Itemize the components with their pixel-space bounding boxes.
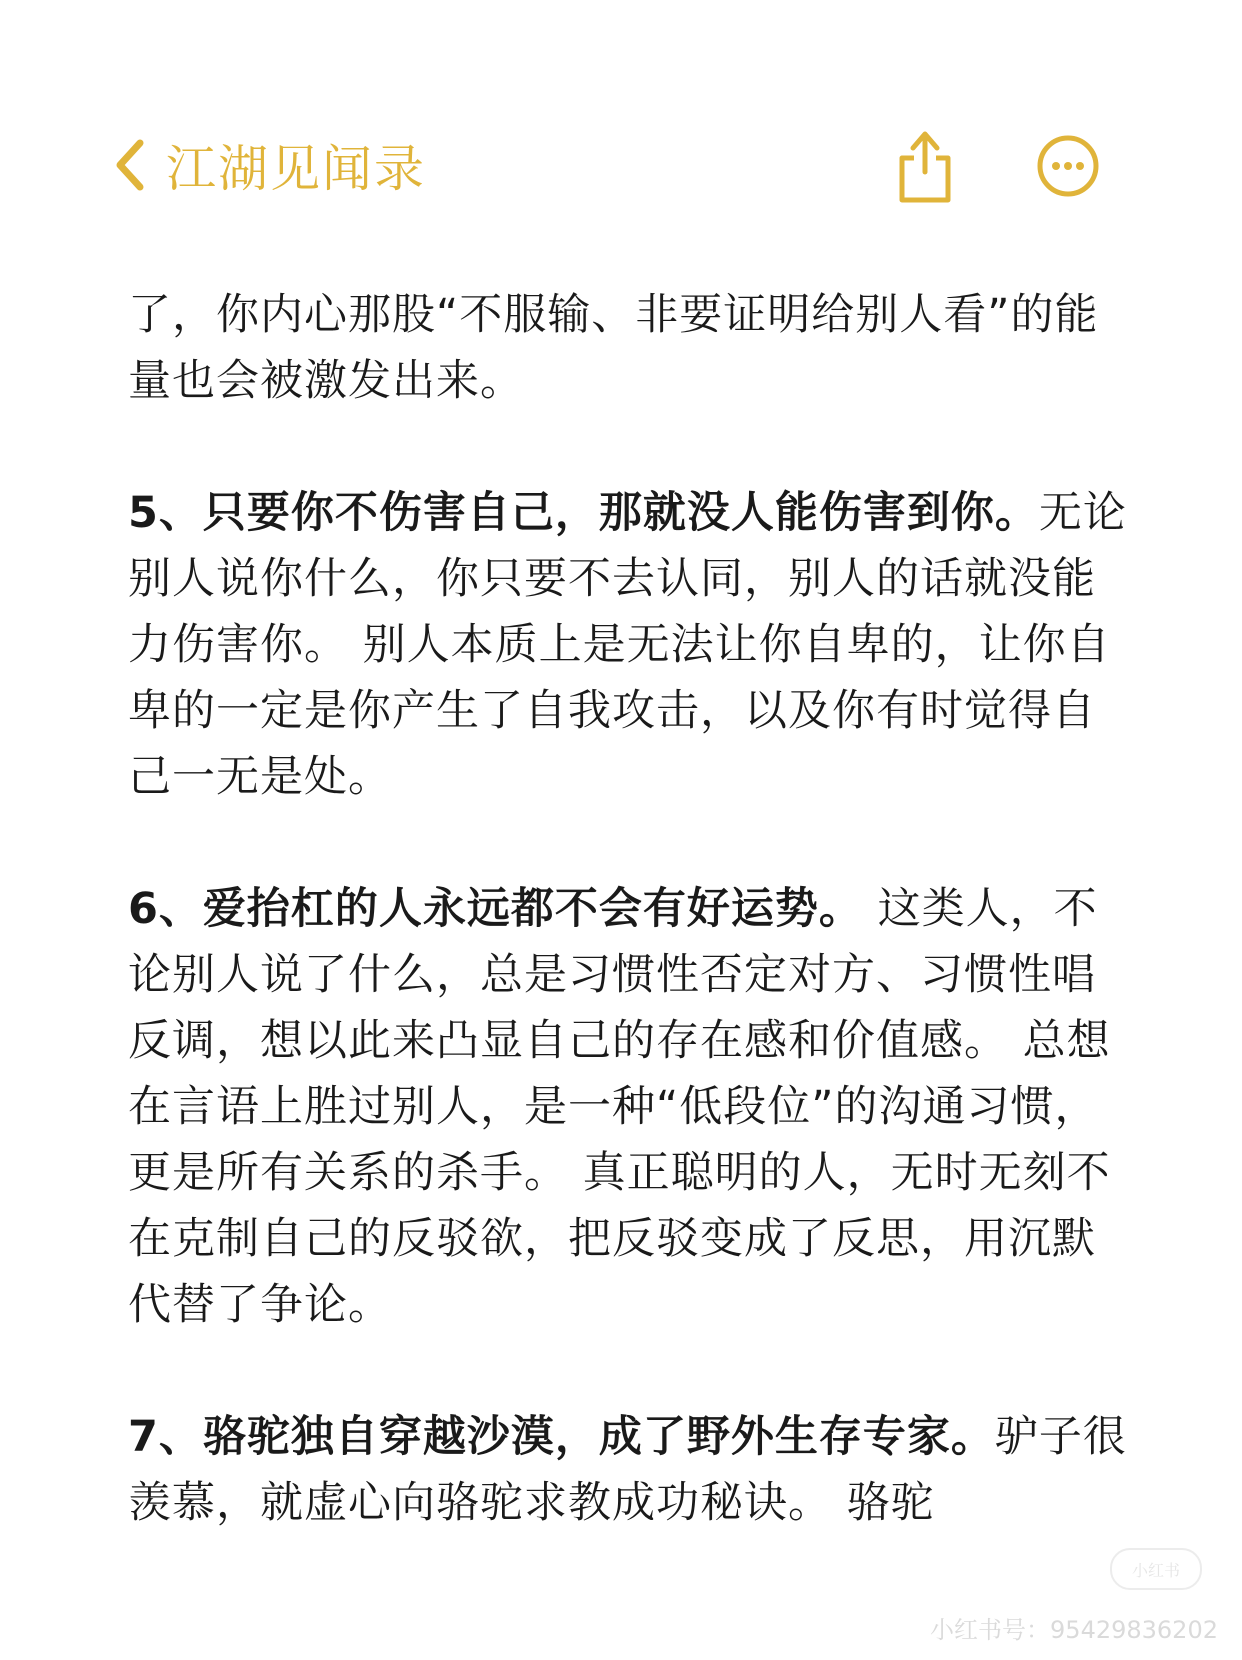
chevron-left-icon [112, 137, 146, 193]
watermark-badge: 小红书 [1110, 1548, 1202, 1590]
paragraph-heading: 6、爱抬杠的人永远都不会有好运势。 [128, 884, 863, 934]
share-icon [890, 126, 960, 206]
back-button[interactable] [112, 128, 426, 202]
paragraph-heading: 5、只要你不伤害自己，那就没人能伤害到你。 [128, 488, 1039, 538]
watermark-id: 小红书号：95429836202 [930, 1616, 1218, 1644]
paragraph [128, 480, 1128, 810]
share-button[interactable] [890, 126, 960, 206]
back-label: 江湖见闻录 [166, 140, 426, 198]
paragraph [128, 1404, 1128, 1536]
navigation-bar [0, 110, 1242, 220]
paragraph-text: 这类人，不论别人说了什么，总是习惯性否定对方、习惯性唱反调，想以此来凸显自己的存在感和价值感。 总想在言语上胜过别人，是一种“低段位”的沟通习惯，更是所有关系的杀手。 真正聪明的人，无时无刻不在克制自己的反驳欲，把反驳变成了反思，用沉默代替了争论。 [128, 884, 1111, 1330]
paragraph-text: 无论别人说你什么，你只要不去认同，别人的话就没能力伤害你。 别人本质上是无法让你自卑的，让你自卑的一定是你产生了自我攻击，以及你有时觉得自己一无是处。 [128, 488, 1127, 802]
more-options-button[interactable] [1036, 134, 1100, 198]
note-body [128, 282, 1128, 1602]
paragraph [128, 282, 1128, 414]
more-icon [1036, 134, 1100, 198]
paragraph [128, 876, 1128, 1338]
paragraph-text: 了，你内心那股“不服输、非要证明给别人看”的能量也会被激发出来。 [128, 290, 1099, 406]
paragraph-text: 驴子很羡慕，就虚心向骆驼求教成功秘诀。 骆驼 [128, 1412, 1127, 1528]
paragraph-heading: 7、骆驼独自穿越沙漠，成了野外生存专家。 [128, 1412, 995, 1462]
